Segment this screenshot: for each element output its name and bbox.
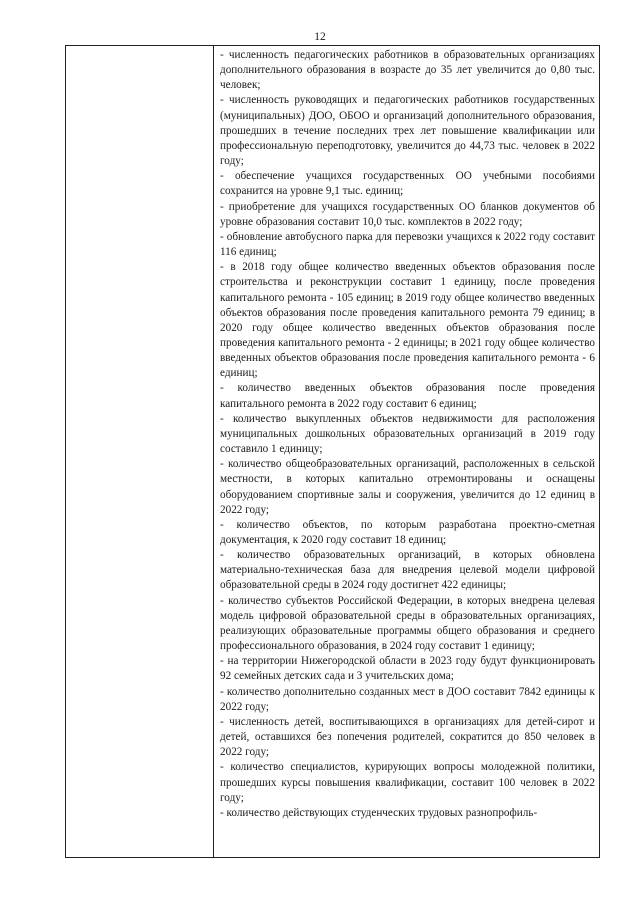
list-item: - в 2018 году общее количество введенных объектов образования после строительства и реконструкции составит 1 единицу, после проведения капитального ремонта - 105 единиц; в 2019 году общее количество введенных объектов образования после проведения капитального ремонта 79 единиц; в 2020 году общее количество введенных объектов образования после проведения капитального ремонта - 2 единицы; в 2021 году общее количество введенных объектов образования после проведения капитального ремонта - 6 единиц; xyxy=(220,261,595,380)
list-item: - количество специалистов, курирующих вопросы молодежной политики, прошедших курсы повышения квалификации, составит 100 человек в 2022 году; xyxy=(220,761,595,804)
list-item: - количество выкупленных объектов недвижимости для расположения муниципальных дошкольных образовательных организаций в 2019 году составило 1 единицу; xyxy=(220,412,595,456)
list-item: - количество образовательных организаций, в которых обновлена материально-техническая база для внедрения целевой модели цифровой образовательной среды в 2024 году достигнет 422 единицы; xyxy=(220,549,595,592)
list-item: - обеспечение учащихся государственных ОО учебными пособиями сохранится на уровне 9,1 тыс. единиц; xyxy=(220,170,595,198)
list-item: - количество действующих студенческих трудовых разнопрофиль- xyxy=(220,806,538,819)
list-item: - численность руководящих и педагогических работников государственных (муниципальных) ДОО, ОБОО и организаций дополнительного образования, прошедших в течение последних трех лет повышение квалификации или профессиональную переподготовку, увеличится до 44,73 тыс. человек в 2022 году; xyxy=(220,94,595,168)
list-item: - приобретение для учащихся государственных ОО бланков документов об уровне образования составит 10,0 тыс. комплектов в 2022 году; xyxy=(220,200,595,228)
table-right-column xyxy=(214,46,599,857)
list-item: - численность детей, воспитывающихся в организациях для детей-сирот и детей, оставшихся без попечения родителей, сократится до 850 человек в 2022 году; xyxy=(220,715,595,759)
list-item: - численность педагогических работников в образовательных организациях дополнительного образования в возрасте до 35 лет увеличится до 0,80 тыс. человек; xyxy=(220,49,595,92)
document-table xyxy=(65,45,600,858)
list-item: - на территории Нижегородской области в 2023 году будут функционировать 92 семейных детских сада и 3 учительских дома; xyxy=(220,655,595,683)
list-item: - количество объектов, по которым разработана проектно-сметная документация, к 2020 году составит 18 единиц; xyxy=(220,518,595,546)
list-item: - обновление автобусного парка для перевозки учащихся к 2022 году составит 116 единиц; xyxy=(220,230,595,259)
page-number: 12 xyxy=(314,31,326,43)
list-item: - количество введенных объектов образования после проведения капитального ремонта в 2022 году составит 6 единиц; xyxy=(220,382,595,410)
list-item: - количество дополнительно созданных мест в ДОО составит 7842 единицы к 2022 году; xyxy=(220,685,595,713)
table-left-column xyxy=(66,46,214,857)
list-item: - количество общеобразовательных организаций, расположенных в сельской местности, в которых капитально отремонтированы и оснащены оборудованием спортивные залы и сооружения, увеличится до 12 единиц в 2022 году; xyxy=(220,458,595,516)
list-item: - количество субъектов Российской Федерации, в которых внедрена целевая модель цифровой образовательной среды в образовательных организациях, реализующих образовательные программы общего образования и среднего профессионального образования, в 2024 году составит 1 единицу; xyxy=(220,594,595,653)
